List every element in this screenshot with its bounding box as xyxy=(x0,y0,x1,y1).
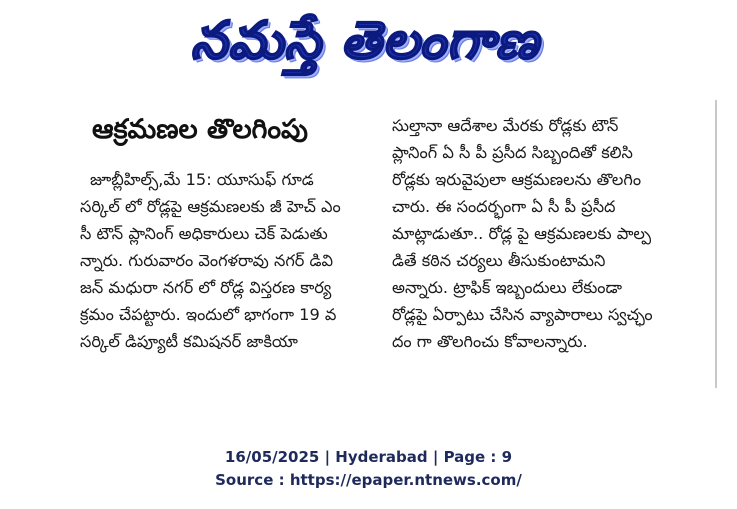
article-line: క్రమం చేపట్టారు. ఇందులో భాగంగా 19 వ xyxy=(80,305,337,324)
article-line: సీ టౌన్ ప్లానింగ్ అధికారులు చెక్ పెడుతు xyxy=(80,224,328,243)
article-line: రోడ్లపై ఏర్పాటు చేసిన వ్యాపారాలు స్వచ్ఛం xyxy=(392,305,653,324)
newspaper-masthead xyxy=(150,2,580,80)
article-line: అన్నారు. ట్రాఫిక్ ఇబ్బందులు లేకుండా xyxy=(392,278,623,297)
source-credit: Source : https://epaper.ntnews.com/ xyxy=(215,471,522,489)
article-line: జన్ మధురా నగర్ లో రోడ్ల విస్తరణ కార్య xyxy=(80,278,332,297)
article-line: ప్లానింగ్ ఏ సీ పీ ప్రసీద సిబ్బందితో కలిసి xyxy=(392,143,633,162)
article-line: జూబ్లీహిల్స్,మే 15: యూసుఫ్ గూడ xyxy=(90,170,314,189)
column-divider xyxy=(715,100,717,388)
article-line: రోడ్లకు ఇరువైపులా ఆక్రమణలను తొలగిం xyxy=(392,170,642,189)
publication-info: 16/05/2025 | Hyderabad | Page : 9 xyxy=(224,448,513,466)
article-line: సుల్తానా ఆదేశాల మేరకు రోడ్లకు టౌన్ xyxy=(392,116,619,135)
article-line: దం గా తొలగించు కోవాలన్నారు. xyxy=(392,332,588,351)
masthead-logo-text: నమస్తే తెలంగాణ xyxy=(190,11,540,71)
article-column-right xyxy=(392,112,704,355)
article-line: చారు. ఈ సందర్భంగా ఏ సీ పీ ప్రసీద xyxy=(392,197,616,216)
article-line: డితే కఠిన చర్యలు తీసుకుంటామని xyxy=(392,251,606,270)
article-headline: ఆక్రమణల తొలగింపు xyxy=(92,114,308,145)
article-line: మాట్లాడుతూ.. రోడ్ల పై ఆక్రమణలకు పాల్ప xyxy=(392,224,652,243)
article-clipping xyxy=(72,100,720,388)
article-line: సర్కిల్ డిప్యూటీ కమిషనర్ జాకియా xyxy=(80,332,298,351)
article-line: న్నారు. గురువారం వెంగళరావు నగర్ డివి xyxy=(80,251,333,270)
article-column-left xyxy=(80,166,388,355)
article-line: సర్కిల్ లో రోడ్లపై ఆక్రమణలకు జీ హెచ్ ఎం xyxy=(80,197,341,216)
